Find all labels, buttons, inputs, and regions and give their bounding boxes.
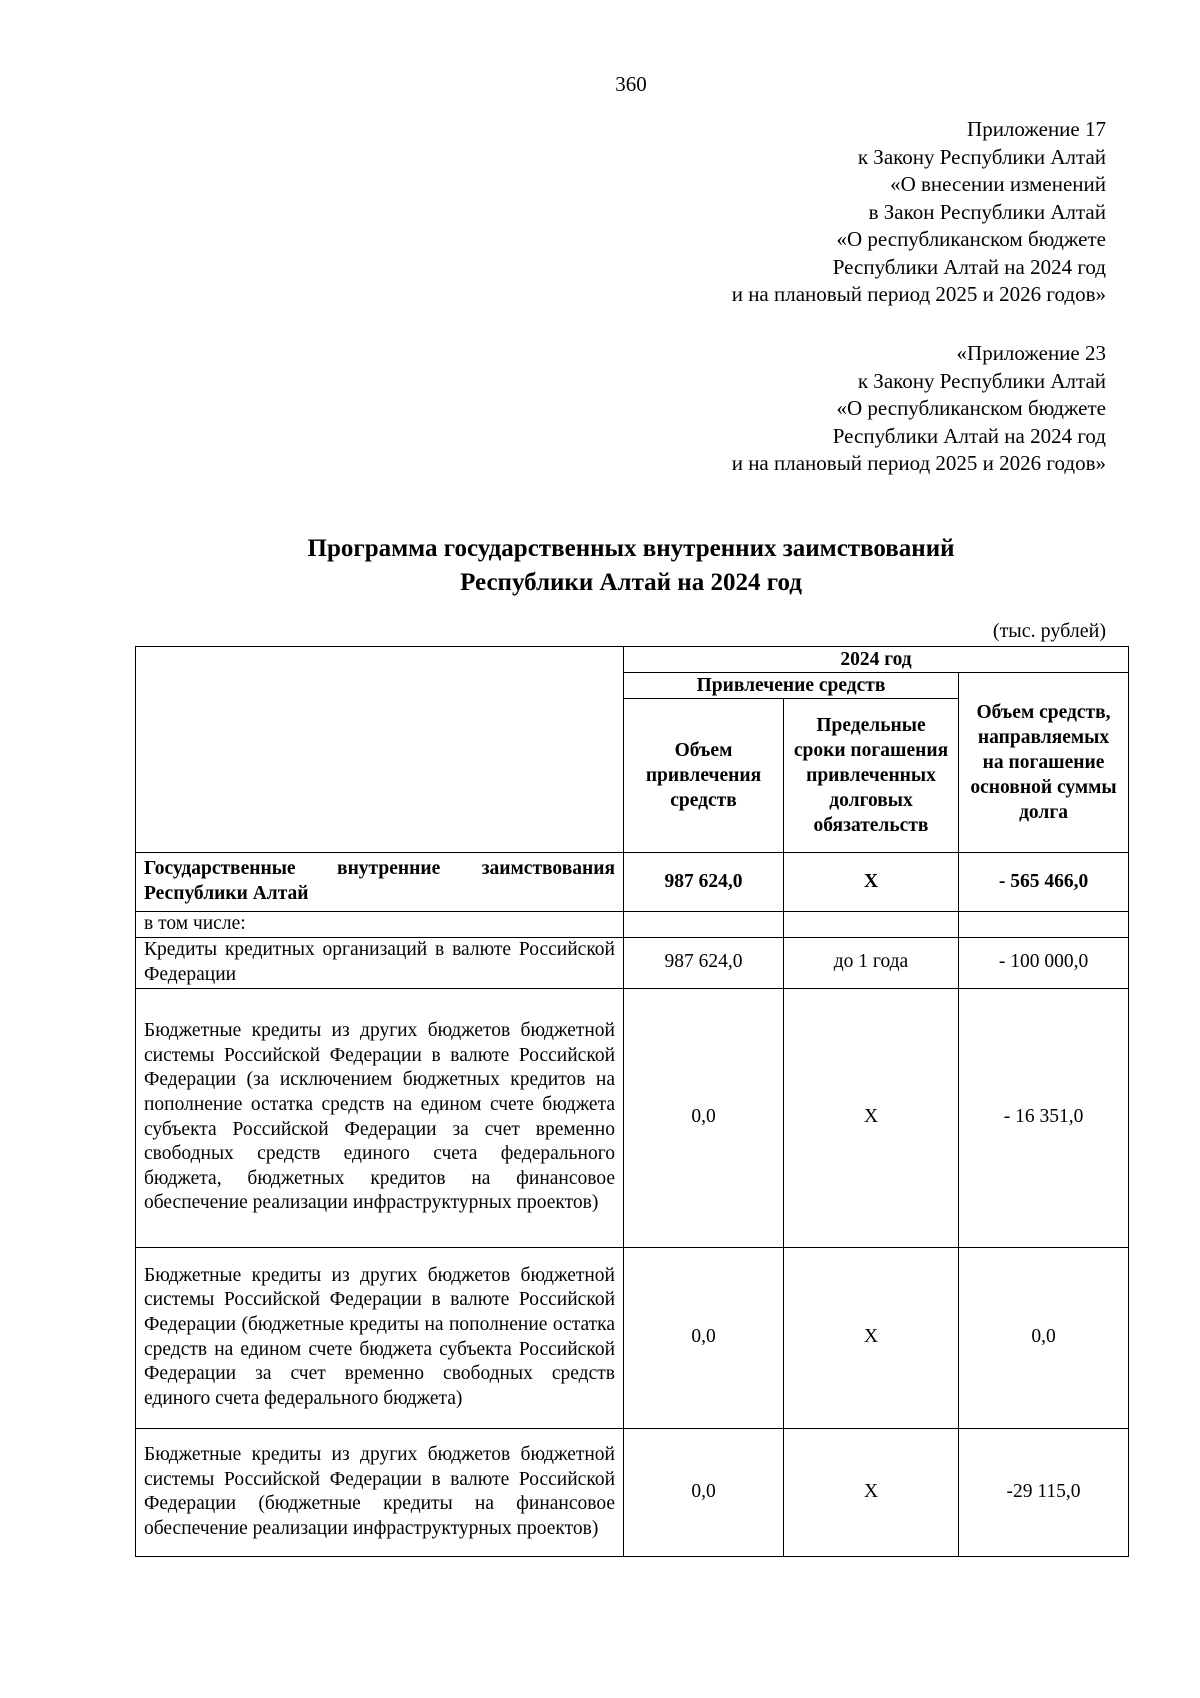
row-volume: 0,0 (624, 988, 784, 1247)
appendix-line: и на плановый период 2025 и 2026 годов» (731, 282, 1106, 306)
appendix-line: «Приложение 23 (956, 341, 1106, 365)
appendix-line: к Закону Республики Алтай (857, 144, 1106, 169)
row-name: Кредиты кредитных организаций в валюте Российской Федерации (136, 937, 624, 988)
header-repayment: Объем средств, направляемых на погашение основной суммы долга (959, 673, 1129, 853)
row-volume: 987 624,0 (624, 853, 784, 912)
borrowing-program-table (135, 646, 1129, 1557)
row-repayment: -29 115,0 (959, 1428, 1129, 1556)
row-name: Бюджетные кредиты из других бюджетов бюджетной системы Российской Федерации в валюте Российской Федерации (бюджетные кредиты на финансовое обеспечение реализации инфраструктурных проектов) (136, 1428, 624, 1556)
header-maturity: Предельные сроки погашения привлеченных долговых обязательств (784, 699, 959, 853)
appendix-line: Республики Алтай на 2024 год (832, 423, 1106, 448)
header-empty-cell (136, 647, 624, 853)
table-row (136, 912, 1129, 938)
appendix-line: в Закон Республики Алтай (868, 199, 1106, 224)
row-repayment (959, 912, 1129, 938)
header-row-year (136, 647, 1129, 673)
page-number: 360 (615, 72, 647, 96)
row-repayment: - 100 000,0 (959, 937, 1129, 988)
row-term: X (784, 853, 959, 912)
title-line-1: Программа государственных внутренних заимствований (307, 535, 955, 562)
row-name: Бюджетные кредиты из других бюджетов бюджетной системы Российской Федерации в валюте Российской Федерации (за исключением бюджетных кредитов на пополнение остатка средств на едином счете бюджета субъекта Российской Федерации за счет временно свободных средств единого счета федерального бюджета, бюджетных кредитов на финансовое обеспечение реализации инфраструктурных проектов) (136, 988, 624, 1247)
appendix-17-heading (732, 116, 1106, 309)
row-repayment: - 565 466,0 (959, 853, 1129, 912)
row-repayment: 0,0 (959, 1247, 1129, 1428)
row-name: Государственные внутренние заимствования Республики Алтай (136, 853, 624, 912)
row-term: X (784, 988, 959, 1247)
row-name: Бюджетные кредиты из других бюджетов бюджетной системы Российской Федерации в валюте Российской Федерации (бюджетные кредиты на пополнение остатка средств на едином счете бюджета субъекта Российской Федерации за счет временно свободных средств единого счета федерального бюджета) (136, 1247, 624, 1428)
row-term (784, 912, 959, 938)
row-name: в том числе: (136, 912, 624, 938)
appendix-line: «О внесении изменений (890, 172, 1106, 196)
row-volume (624, 912, 784, 938)
row-volume: 987 624,0 (624, 937, 784, 988)
row-volume: 0,0 (624, 1247, 784, 1428)
header-attraction: Привлечение средств (624, 673, 959, 699)
row-term: X (784, 1247, 959, 1428)
table-row (136, 853, 1129, 912)
document-title (0, 532, 1200, 600)
header-attraction-volume: Объем привлечения средств (624, 699, 784, 853)
table-row (136, 937, 1129, 988)
table-row (136, 988, 1129, 1247)
title-line-2: Республики Алтай на 2024 год (460, 569, 802, 596)
appendix-line: Республики Алтай на 2024 год (832, 254, 1106, 279)
row-term: X (784, 1428, 959, 1556)
appendix-23-heading (732, 340, 1106, 478)
row-repayment: - 16 351,0 (959, 988, 1129, 1247)
appendix-line: Приложение 17 (967, 117, 1106, 141)
appendix-line: «О республиканском бюджете (836, 227, 1106, 251)
row-volume: 0,0 (624, 1428, 784, 1556)
units-note: (тыс. рублей) (992, 620, 1106, 642)
appendix-line: «О республиканском бюджете (836, 396, 1106, 420)
appendix-line: к Закону Республики Алтай (857, 368, 1106, 393)
table-row (136, 1247, 1129, 1428)
row-term: до 1 года (784, 937, 959, 988)
table-row (136, 1428, 1129, 1556)
appendix-line: и на плановый период 2025 и 2026 годов» (731, 451, 1106, 475)
header-year: 2024 год (624, 647, 1129, 673)
